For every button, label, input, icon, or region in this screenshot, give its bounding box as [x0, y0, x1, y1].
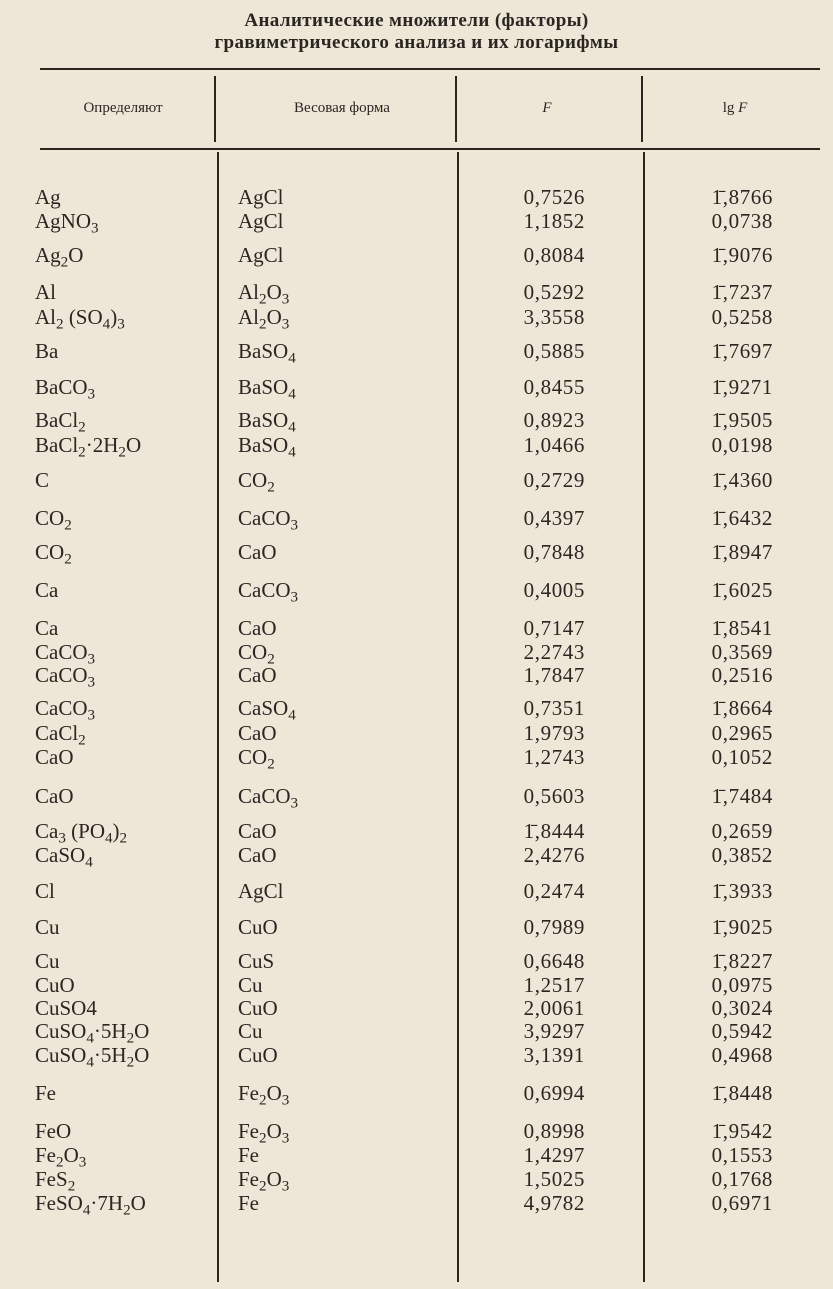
cell-log-factor: 0,3024 — [711, 996, 773, 1020]
cell-determined: CaSO$_4$ — [35, 843, 93, 871]
cell-determined: CaCO$_3$ — [35, 640, 96, 668]
cell-determined: $Ca_3$ $(PO_4)_2$ — [35, 819, 128, 847]
cell-determined: CuO — [35, 973, 75, 997]
cell-factor: 0,5603 — [523, 784, 585, 808]
cell-log-factor: 0,5942 — [711, 1019, 773, 1043]
cell-factor: 1,0466 — [523, 433, 585, 457]
cell-determined: Fe — [35, 1081, 56, 1105]
cell-factor: 0,5885 — [523, 339, 585, 363]
cell-log-factor: 0,3569 — [711, 640, 773, 664]
cell-weighing-form: CuS — [238, 949, 275, 973]
table-row — [0, 1119, 833, 1147]
cell-log-factor: 1̄,7697 — [711, 339, 773, 363]
cell-weighing-form: $Fe_2O_3$ — [238, 1167, 290, 1195]
cell-log-factor: 1̄,8947 — [711, 540, 773, 564]
cell-factor: 1,5025 — [523, 1167, 585, 1191]
cell-weighing-form: BaSO$_4$ — [238, 408, 296, 436]
cell-factor: 3,3558 — [523, 305, 585, 329]
cell-weighing-form: AgCl — [238, 209, 284, 233]
cell-determined: $Ag_2O$ — [35, 243, 84, 271]
cell-determined: CaCO$_3$ — [35, 696, 96, 724]
cell-weighing-form: Cu — [238, 1019, 263, 1043]
cell-determined: $Al_2$ $(SO_4)_3$ — [35, 305, 125, 333]
cell-weighing-form: CaO — [238, 663, 277, 687]
cell-weighing-form: $CO_2$ — [238, 745, 275, 773]
cell-weighing-form: CaCO$_3$ — [238, 784, 299, 812]
cell-weighing-form: AgCl — [238, 185, 284, 209]
table-row — [0, 1191, 833, 1219]
table-row — [0, 950, 833, 972]
cell-weighing-form: BaSO$_4$ — [238, 375, 296, 403]
table-row — [0, 1019, 833, 1047]
cell-factor: 0,8455 — [523, 375, 585, 399]
cell-weighing-form: $Fe_2O_3$ — [238, 1081, 290, 1109]
cell-factor: 0,7526 — [523, 185, 585, 209]
table-row — [0, 339, 833, 367]
cell-log-factor: 1̄,9271 — [711, 375, 773, 399]
table-row — [0, 305, 833, 333]
cell-weighing-form: CuO — [238, 915, 278, 939]
cell-determined: Ca — [35, 578, 59, 602]
cell-weighing-form: CaO — [238, 819, 277, 843]
cell-factor: 0,7989 — [523, 915, 585, 939]
cell-weighing-form: Fe — [238, 1191, 259, 1215]
cell-weighing-form: BaSO$_4$ — [238, 339, 296, 367]
cell-log-factor: 0,3852 — [711, 843, 773, 867]
cell-determined: CaCl$_2$ — [35, 721, 86, 749]
cell-factor: 0,4005 — [523, 578, 585, 602]
table-row — [0, 408, 833, 436]
table-row — [0, 1167, 833, 1195]
cell-determined: Ag — [35, 185, 61, 209]
cell-log-factor: 1̄,3933 — [711, 879, 773, 903]
cell-weighing-form: CaO — [238, 540, 277, 564]
cell-factor: 2,4276 — [523, 843, 585, 867]
cell-determined: $CuSO_4\cdot 5H_2O$ — [35, 1019, 150, 1047]
cell-factor: 3,9297 — [523, 1019, 585, 1043]
cell-determined: FeO — [35, 1119, 72, 1143]
cell-weighing-form: Cu — [238, 973, 263, 997]
table-row — [0, 843, 833, 871]
header-log-factor-label: lg F — [722, 100, 748, 116]
table-row — [0, 506, 833, 534]
cell-log-factor: 0,2659 — [711, 819, 773, 843]
cell-log-factor: 0,0738 — [711, 209, 773, 233]
cell-log-factor: 1̄,8664 — [711, 696, 773, 720]
cell-determined: AgNO$_3$ — [35, 209, 99, 237]
header-divider-3 — [641, 76, 643, 142]
cell-log-factor: 1̄,8541 — [711, 616, 773, 640]
cell-weighing-form: CaO — [238, 616, 277, 640]
table-row — [0, 540, 833, 568]
cell-factor: 0,8084 — [523, 243, 585, 267]
table-row — [0, 974, 833, 996]
cell-weighing-form: CaSO$_4$ — [238, 696, 296, 724]
cell-weighing-form: $CO_2$ — [238, 468, 275, 496]
cell-determined: $Fe_2O_3$ — [35, 1143, 87, 1171]
cell-factor: 4,9782 — [523, 1191, 585, 1215]
cell-determined: CaCO$_3$ — [35, 663, 96, 691]
cell-determined: $CuSO_4\cdot 5H_2O$ — [35, 1043, 150, 1071]
cell-log-factor: 1̄,9076 — [711, 243, 773, 267]
top-rule — [40, 68, 820, 70]
table-row — [0, 880, 833, 902]
cell-weighing-form: $CO_2$ — [238, 640, 275, 668]
cell-log-factor: 1̄,9505 — [711, 408, 773, 432]
cell-determined: FeS$_2$ — [35, 1167, 76, 1195]
cell-log-factor: 1̄,6432 — [711, 506, 773, 530]
table-row — [0, 1143, 833, 1171]
cell-weighing-form: $Al_2O_3$ — [238, 305, 290, 333]
cell-determined: Al — [35, 280, 56, 304]
cell-factor: 0,8923 — [523, 408, 585, 432]
cell-log-factor: 1̄,9025 — [711, 915, 773, 939]
cell-log-factor: 1̄,4360 — [711, 468, 773, 492]
header-log-factor — [723, 100, 748, 117]
cell-factor: 0,7848 — [523, 540, 585, 564]
cell-log-factor: 0,6971 — [711, 1191, 773, 1215]
cell-factor: 1,1852 — [523, 209, 585, 233]
cell-determined: $CO_2$ — [35, 506, 72, 534]
cell-factor: 1,2517 — [523, 973, 585, 997]
cell-weighing-form: CaO — [238, 843, 277, 867]
cell-log-factor: 1̄,7484 — [711, 784, 773, 808]
table-row — [0, 209, 833, 237]
cell-determined: Ba — [35, 339, 59, 363]
header-factor: F — [542, 100, 552, 116]
cell-determined: Cl — [35, 879, 55, 903]
cell-weighing-form: CaCO$_3$ — [238, 506, 299, 534]
cell-weighing-form: CaCO$_3$ — [238, 578, 299, 606]
table-title — [0, 10, 833, 54]
table-row — [0, 916, 833, 938]
cell-log-factor: 0,0198 — [711, 433, 773, 457]
cell-factor: 3,1391 — [523, 1043, 585, 1067]
table-row — [0, 468, 833, 496]
cell-determined: BaCl$_2$ — [35, 408, 86, 436]
cell-factor: 2,0061 — [523, 996, 585, 1020]
table-row — [0, 1043, 833, 1071]
cell-log-factor: 0,1768 — [711, 1167, 773, 1191]
cell-factor: 0,7351 — [523, 696, 585, 720]
cell-factor: 1,2743 — [523, 745, 585, 769]
table-row — [0, 745, 833, 773]
cell-factor: 2,2743 — [523, 640, 585, 664]
cell-factor: 0,6994 — [523, 1081, 585, 1105]
header-divider-1 — [214, 76, 216, 142]
cell-log-factor: 0,2516 — [711, 663, 773, 687]
header-determined: Определяют — [83, 100, 163, 116]
table-row — [0, 280, 833, 308]
table-row — [0, 819, 833, 847]
title-line-2: гравиметрического анализа и их логарифмы — [214, 32, 619, 53]
cell-log-factor: 0,5258 — [711, 305, 773, 329]
header-weighing-form: Весовая форма — [294, 100, 390, 116]
cell-weighing-form: BaSO$_4$ — [238, 433, 296, 461]
table-row — [0, 997, 833, 1019]
cell-factor: 1̄,8444 — [523, 819, 585, 843]
cell-determined: $BaCl_2\cdot 2H_2O$ — [35, 433, 142, 461]
cell-log-factor: 1̄,7237 — [711, 280, 773, 304]
cell-determined: $FeSO_4\cdot 7H_2O$ — [35, 1191, 146, 1219]
table-row — [0, 433, 833, 461]
cell-log-factor: 1̄,8448 — [711, 1081, 773, 1105]
cell-log-factor: 1̄,8766 — [711, 185, 773, 209]
table-row — [0, 617, 833, 639]
cell-determined: BaCO$_3$ — [35, 375, 96, 403]
cell-factor: 0,5292 — [523, 280, 585, 304]
table-row — [0, 243, 833, 271]
cell-log-factor: 1̄,8227 — [711, 949, 773, 973]
cell-factor: 1,9793 — [523, 721, 585, 745]
table-row — [0, 578, 833, 606]
cell-log-factor: 0,0975 — [711, 973, 773, 997]
cell-weighing-form: AgCl — [238, 879, 284, 903]
cell-weighing-form: $Al_2O_3$ — [238, 280, 290, 308]
table-row — [0, 784, 833, 812]
cell-log-factor: 0,1052 — [711, 745, 773, 769]
table-row — [0, 186, 833, 208]
cell-log-factor: 0,4968 — [711, 1043, 773, 1067]
table-row — [0, 663, 833, 691]
table-row — [0, 721, 833, 749]
cell-log-factor: 0,2965 — [711, 721, 773, 745]
cell-factor: 1,7847 — [523, 663, 585, 687]
cell-weighing-form: CaO — [238, 721, 277, 745]
table-row — [0, 696, 833, 724]
cell-determined: C — [35, 468, 50, 492]
cell-determined: CaO — [35, 745, 74, 769]
cell-factor: 0,7147 — [523, 616, 585, 640]
cell-factor: 0,4397 — [523, 506, 585, 530]
cell-determined: CuSO4 — [35, 996, 97, 1020]
table-row — [0, 375, 833, 403]
header-rule — [40, 148, 820, 150]
cell-weighing-form: AgCl — [238, 243, 284, 267]
cell-weighing-form: Fe — [238, 1143, 259, 1167]
cell-determined: $CO_2$ — [35, 540, 72, 568]
cell-factor: 0,8998 — [523, 1119, 585, 1143]
cell-factor: 0,6648 — [523, 949, 585, 973]
cell-determined: Ca — [35, 616, 59, 640]
table-row — [0, 640, 833, 668]
cell-determined: CaO — [35, 784, 74, 808]
cell-determined: Cu — [35, 949, 60, 973]
header-divider-2 — [455, 76, 457, 142]
cell-weighing-form: CuO — [238, 996, 278, 1020]
cell-log-factor: 1̄,9542 — [711, 1119, 773, 1143]
table-row — [0, 1081, 833, 1109]
cell-factor: 0,2474 — [523, 879, 585, 903]
cell-weighing-form: CuO — [238, 1043, 278, 1067]
cell-factor: 0,2729 — [523, 468, 585, 492]
cell-weighing-form: $Fe_2O_3$ — [238, 1119, 290, 1147]
cell-log-factor: 1̄,6025 — [711, 578, 773, 602]
cell-determined: Cu — [35, 915, 60, 939]
cell-log-factor: 0,1553 — [711, 1143, 773, 1167]
title-line-1: Аналитические множители (факторы) — [244, 10, 589, 31]
cell-factor: 1,4297 — [523, 1143, 585, 1167]
